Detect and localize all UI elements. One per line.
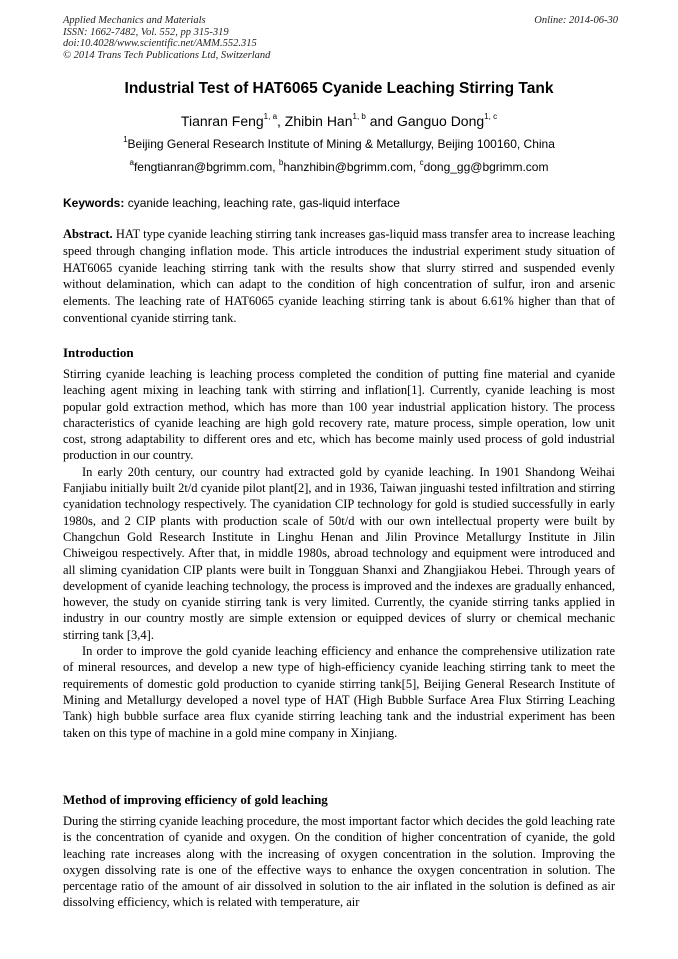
- paragraph: During the stirring cyanide leaching procedure, the most important factor which decides the gold leaching rate is the concentration of cyanide and oxygen. On the condition of higher concentration of cyanide, the gold leaching rate increases along with the increasing of oxygen concentration in the solution. Improving the oxygen dissolving rate is one of the effective ways to enhance the oxygen concentration in solution. The percentage ratio of the amount of air dissolved in solution to the air inflated in the solution is defined as air dissolving efficiency, which is related with temperature, air: [63, 814, 615, 910]
- journal-issn: ISSN: 1662-7482, Vol. 552, pp 315-319: [63, 26, 229, 38]
- keywords-text: cyanide leaching, leaching rate, gas-liquid interface: [127, 196, 400, 210]
- affiliation-text: Beijing General Research Institute of Mining & Metallurgy, Beijing 100160, China: [127, 137, 555, 151]
- abstract-text: HAT type cyanide leaching stirring tank increases gas-liquid mass transfer area to increase leaching speed through changing inflation mode. This article introduces the industrial experiment study situation of HAT6065 cyanide leaching stirring tank with the results show that slurry stirred and suspended evenly without delamination, which can adapt to the condition of high concentration of sulfur, iron and arsenic elements. The leaching rate of HAT6065 cyanide leaching stirring tank is about 6.61% higher than that of conventional cyanide stirring tank.: [63, 227, 615, 325]
- email-mark: c: [419, 158, 424, 167]
- author-affiliation-mark: 1, b: [352, 112, 366, 122]
- email-separator: ,: [412, 160, 420, 174]
- author-list: [0, 113, 678, 129]
- online-date: Online: 2014-06-30: [534, 15, 618, 26]
- author-name: Ganguo Dong: [396, 113, 485, 129]
- affiliation-mark: 1: [123, 135, 128, 144]
- affiliation: [0, 137, 678, 151]
- abstract-label: Abstract.: [63, 227, 113, 241]
- paragraph: In order to improve the gold cyanide leaching efficiency and enhance the comprehensive utilization rate of mineral resources, and develop a new type of high-efficiency cyanide leaching stirring tank to meet the requirements of domestic gold production to cyanide stirring tank[5], Beijing General Research Institute of Mining and Metallurgy developed a novel type of HAT (High Bubble Surface Area Flux Stirring Leaching Tank) high bubble surface area flux cyanide stirring leaching tank and the industrial experiment has been taken on this type of machine in a gold mine company in Xinjiang.: [63, 644, 615, 740]
- keywords-label: Keywords:: [63, 196, 125, 210]
- author-name: Tianran Feng: [180, 113, 264, 129]
- method-heading: Method of improving efficiency of gold leaching: [63, 792, 328, 807]
- author-name: Zhibin Han: [284, 113, 353, 129]
- email-address: hanzhibin@bgrimm.com: [283, 160, 413, 174]
- email-mark: b: [278, 158, 284, 167]
- introduction-body: [63, 366, 615, 741]
- author-affiliation-mark: 1, c: [484, 112, 498, 122]
- introduction-heading: Introduction: [63, 345, 134, 360]
- journal-doi: doi:10.4028/www.scientific.net/AMM.552.315: [63, 38, 257, 49]
- email-mark: a: [129, 158, 134, 167]
- author-separator: ,: [277, 113, 285, 129]
- journal-copyright: © 2014 Trans Tech Publications Ltd, Switzerland: [63, 49, 271, 61]
- email-separator: ,: [272, 160, 279, 174]
- author-affiliation-mark: 1, a: [263, 112, 278, 122]
- keywords: [63, 196, 615, 210]
- email-address: dong_gg@bgrimm.com: [423, 160, 549, 174]
- method-body: [63, 813, 615, 911]
- paragraph: Stirring cyanide leaching is leaching process completed the condition of putting fine material and cyanide leaching agent mixing in leaching tank with stirring and inflation[1]. Currently, cyanide leaching is most popular gold extraction method, which has more than 100 year industrial application history. The process characteristics of cyanide leaching are high gold recovery rate, mature process, simple operation, low unit cost, strong adaptability to different ores and etc, which has become mainly used process of gold industrial production in our country.: [63, 367, 615, 463]
- paragraph: In early 20th century, our country had extracted gold by cyanide leaching. In 1901 Shandong Weihai Fanjiabu initially built 2t/d cyanide pilot plant[2], and in 1936, Taiwan jinguashi tested infiltration and stirring cyanidation technology respectively. The cyanidation CIP technology for gold is studied successfully in early 1980s, and 2 CIP plants with production scale of 50t/d with our own intellectual property were built by Changchun Gold Research Institute in Linghu Henan and Jilin Province Metallurgy Institute in Jilin Chiweigou respectively. After that, in middle 1980s, abroad technology and equipment were introduced and all sliming cyanidation CIP plants were built in Tongguan Shanxi and Zhangjiakou Hebei. Through years of development of cyanide leaching technology, the process is improved and the indexes are gradually enhanced, however, the study on cyanide stirring tank is very limited. Currently, the cyanide stirring tanks applied in industry in our country mostly are simple extension or equipped devices of slurry or chemical mechanic stirring tank [3,4].: [63, 464, 615, 642]
- abstract: [63, 226, 615, 327]
- author-separator: and: [365, 113, 397, 129]
- paper-title: Industrial Test of HAT6065 Cyanide Leaching Stirring Tank: [124, 80, 554, 97]
- journal-name: Applied Mechanics and Materials: [63, 15, 206, 26]
- email-address: fengtianran@bgrimm.com: [133, 160, 273, 174]
- email-list: [0, 160, 678, 174]
